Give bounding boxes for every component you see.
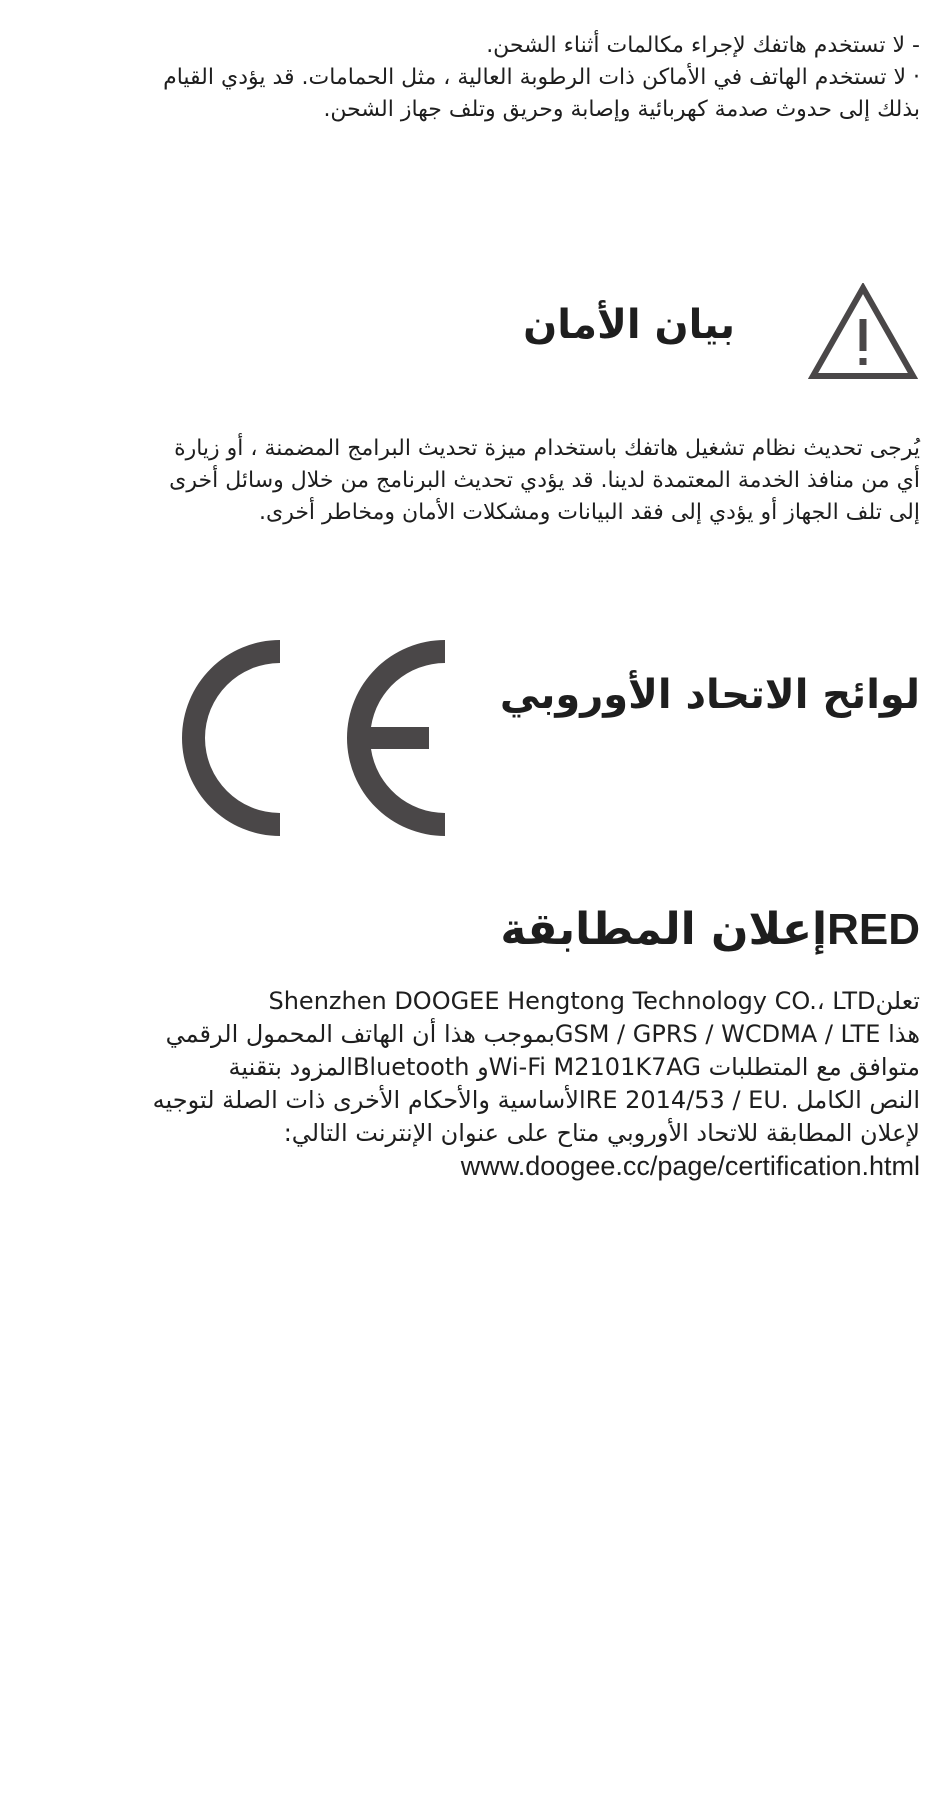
certification-url: www.doogee.cc/page/certification.html: [460, 1151, 920, 1181]
declaration-line: متوافق مع المتطلبات Wi-Fi M2101K7AGو Bluetoothالمزود بتقنية: [228, 1053, 920, 1081]
red-declaration-body: [40, 985, 920, 1183]
safety-statement-heading: بيان الأمان: [523, 302, 735, 348]
safety-statement-line: يُرجى تحديث نظام تشغيل هاتفك باستخدام ميزة تحديث البرامج المضمنة ، أو زيارة: [174, 436, 920, 461]
declaration-line: النص الكامل .RE 2014/53 / EUالأساسية والأحكام الأخرى ذات الصلة لتوجيه: [152, 1086, 920, 1114]
ce-mark-icon: [172, 640, 447, 836]
charging-warning-line: - لا تستخدم هاتفك لإجراء مكالمات أثناء الشحن.: [486, 33, 920, 58]
warning-triangle-icon: [808, 283, 918, 381]
red-heading-arabic: إعلان المطابقة: [500, 904, 828, 955]
safety-statement-line: إلى تلف الجهاز أو يؤدي إلى فقد البيانات ومشكلات الأمان ومخاطر أخرى.: [258, 500, 920, 525]
declaration-line: هذا GSM / GPRS / WCDMA / LTEبموجب هذا أن الهاتف المحمول الرقمي: [165, 1020, 920, 1048]
declaration-line: لإعلان المطابقة للاتحاد الأوروبي متاح على عنوان الإنترنت التالي:: [283, 1119, 920, 1147]
eu-regulations-heading: لوائح الاتحاد الأوروبي: [499, 672, 920, 718]
safety-statement-line: أي من منافذ الخدمة المعتمدة لدينا. قد يؤدي تحديث البرنامج من خلال وسائل أخرى: [169, 468, 920, 493]
safety-statement-body: [40, 433, 920, 529]
declaration-line: تعلنShenzhen DOOGEE Hengtong Technology CO.، LTD: [268, 987, 920, 1015]
charging-warning-line: بذلك إلى حدوث صدمة كهربائية وإصابة وحريق وتلف جهاز الشحن.: [323, 97, 920, 122]
charging-warning-line: · لا تستخدم الهاتف في الأماكن ذات الرطوبة العالية ، مثل الحمامات. قد يؤدي القيام: [163, 65, 920, 90]
charging-warnings: [40, 30, 920, 126]
red-declaration-heading: [500, 905, 920, 955]
red-heading-latin: RED: [827, 905, 920, 954]
